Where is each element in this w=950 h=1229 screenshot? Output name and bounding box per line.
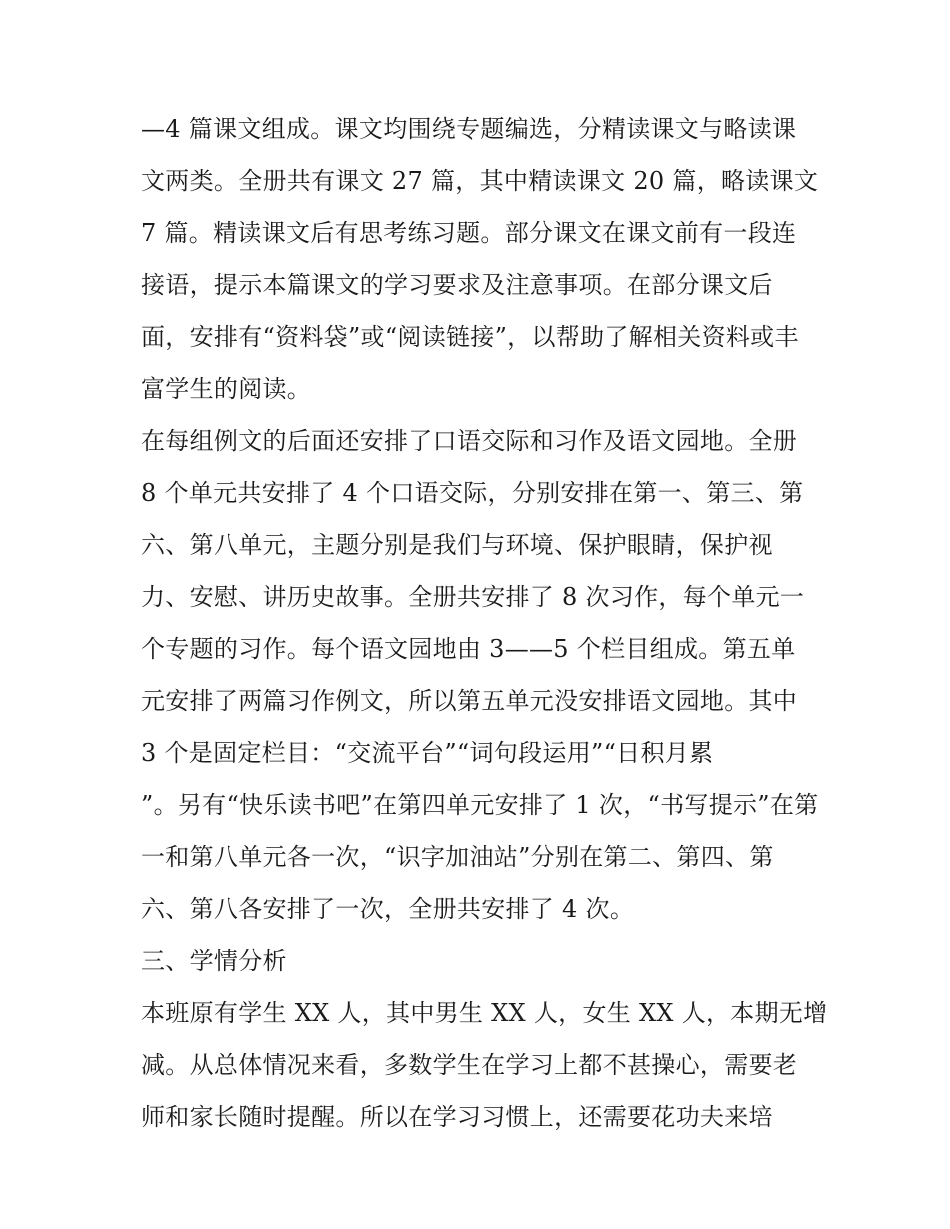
text-line: 接语，提示本篇课文的学习要求及注意事项。在部分课文后 [141,271,773,299]
text-line: 7 篇。精读课文后有思考练习题。部分课文在课文前有一段连 [141,219,797,247]
text-line: 个专题的习作。每个语文园地由 3——5 个栏目组成。第五单 [141,635,796,663]
text-line: 在每组例文的后面还安排了口语交际和习作及语文园地。全册 [141,427,798,455]
text-line: 元安排了两篇习作例文，所以第五单元没安排语文园地。其中 [141,687,798,715]
text-line: 一和第八单元各一次，“识字加油站”分别在第二、第四、第 [141,843,774,871]
text-line: 六、第八各安排了一次，全册共安排了 4 次。 [141,895,635,923]
text-line: 3 个是固定栏目：“交流平台”“词句段运用”“日积月累 [141,739,714,767]
text-line: 面，安排有“资料袋”或“阅读链接”，以帮助了解相关资料或丰 [141,323,799,351]
text-line: —4 篇课文组成。课文均围绕专题编选，分精读课文与略读课 [141,115,797,143]
text-line: ”。另有“快乐读书吧”在第四单元安排了 1 次，“书写提示”在第 [141,791,819,819]
section-heading: 三、学情分析 [141,947,287,975]
text-line: 文两类。全册共有课文 27 篇，其中精读课文 20 篇，略读课文 [141,167,819,195]
text-line: 六、第八单元，主题分别是我们与环境、保护眼睛，保护视 [141,531,773,559]
text-line: 减。从总体情况来看，多数学生在学习上都不甚操心，需要老 [141,1051,798,1079]
text-line: 师和家长随时提醒。所以在学习习惯上，还需要花功夫来培 [141,1103,773,1131]
text-line: 8 个单元共安排了 4 个口语交际，分别安排在第一、第三、第 [141,479,804,507]
text-line: 富学生的阅读。 [141,375,312,403]
text-line: 本班原有学生 XX 人，其中男生 XX 人，女生 XX 人，本期无增 [141,999,828,1027]
text-line: 力、安慰、讲历史故事。全册共安排了 8 次习作，每个单元一 [141,583,805,611]
